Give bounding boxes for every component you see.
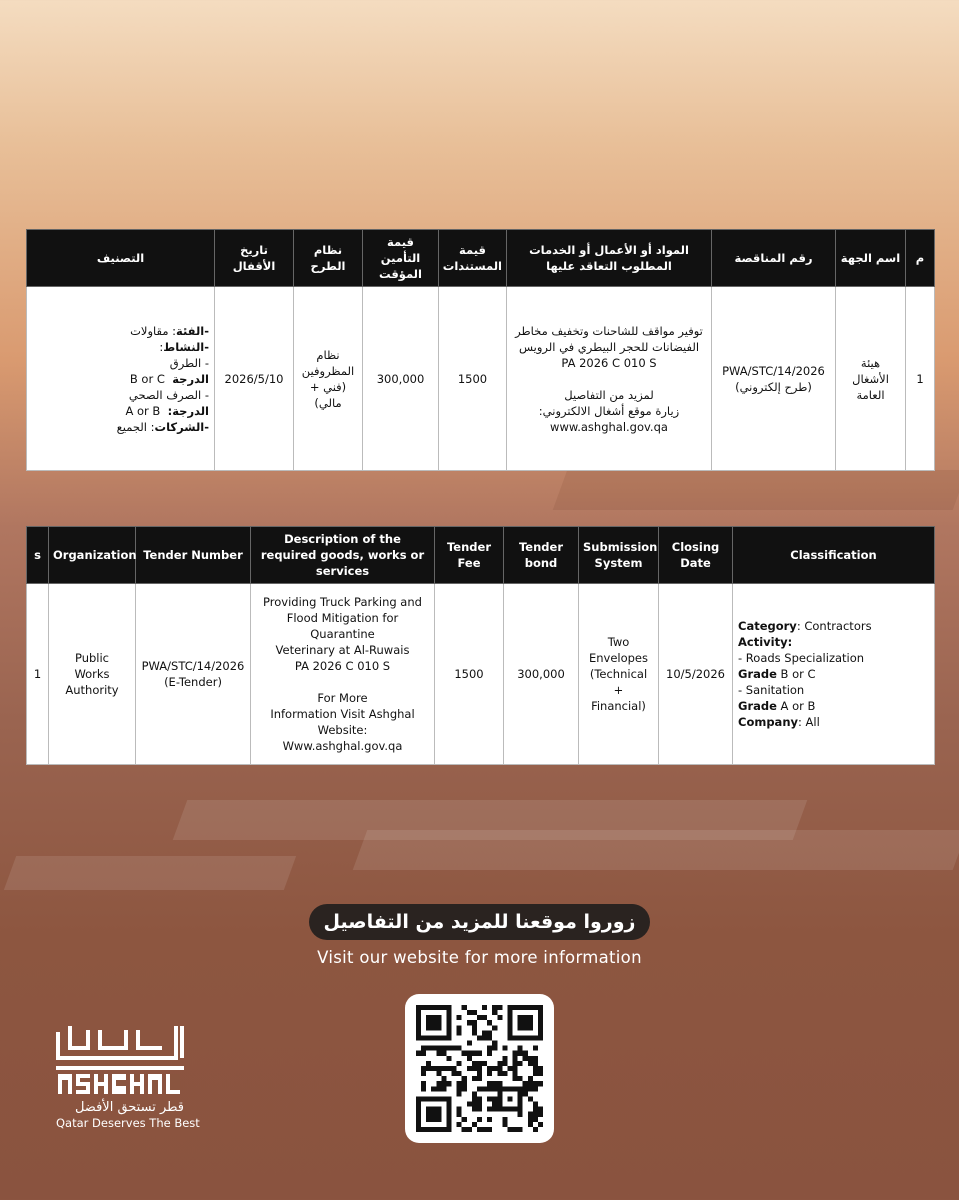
table-row	[27, 584, 935, 765]
cell-system: نظام المظروفين (فني + مالي)	[294, 287, 363, 471]
header-organization: اسم الجهة	[836, 230, 906, 287]
cell-bond: 300,000	[363, 287, 439, 471]
header-organization: Organization	[49, 527, 136, 584]
header-classification: التصنيف	[27, 230, 215, 287]
grade-label: Grade	[738, 667, 777, 681]
activity-value: :	[159, 339, 164, 354]
header-index: s	[27, 527, 49, 584]
table-header-row	[27, 527, 935, 584]
website-cta-english: Visit our website for more information	[317, 948, 642, 967]
cell-description: Providing Truck Parking and Flood Mitigation for Quarantine Veterinary at Al-Ruwais PA 2026 C 010 S For More Information Visit Ashghal Website: Www.ashghal.gov.qa	[251, 584, 435, 765]
ashghal-logo	[56, 1024, 196, 1100]
header-fee: قيمة المستندات	[439, 230, 507, 287]
company-value: : الجميع	[116, 419, 155, 434]
qr-code-icon	[416, 1005, 543, 1132]
header-tender-number: Tender Number	[136, 527, 251, 584]
grade-label: الدرجة:	[167, 403, 209, 418]
grade-value: B or C	[129, 371, 165, 386]
header-bond: قيمة التأمين المؤقت	[363, 230, 439, 287]
header-description: المواد أو الأعمال أو الخدمات المطلوب التعاقد عليها	[507, 230, 712, 287]
table-header-row	[27, 230, 935, 287]
header-closing-date: تاريخ الأقفال	[215, 230, 294, 287]
activity-sanitation: - Sanitation	[738, 683, 805, 697]
table-row	[27, 287, 935, 471]
cell-index: 1	[906, 287, 935, 471]
grade-value: A or B	[776, 699, 816, 713]
grade-label: Grade	[738, 699, 777, 713]
cell-bond: 300,000	[504, 584, 579, 765]
header-description: Description of the required goods, works or services	[251, 527, 435, 584]
ashghal-logo-icon	[56, 1024, 186, 1096]
category-label: -الفئة	[176, 323, 209, 338]
arabic-tender-table	[26, 229, 935, 471]
background-stripe	[4, 856, 296, 890]
logo-tagline-arabic: قطر تستحق الأفضل	[74, 1100, 184, 1115]
website-cta-pill: زوروا موقعنا للمزيد من التفاصيل	[309, 904, 650, 940]
grade-value: B or C	[776, 667, 816, 681]
cell-closing-date: 2026/5/10	[215, 287, 294, 471]
header-system: Submission System	[579, 527, 659, 584]
header-bond: Tender bond	[504, 527, 579, 584]
logo-tagline-english: Qatar Deserves The Best	[56, 1116, 200, 1130]
header-system: نظام الطرح	[294, 230, 363, 287]
grade-label: الدرجة	[172, 371, 209, 386]
activity-sanitation: - الصرف الصحي	[128, 387, 209, 402]
activity-label: -النشاط	[163, 339, 209, 354]
background-stripe	[553, 470, 959, 510]
background-stripe	[353, 830, 959, 870]
cell-closing-date: 10/5/2026	[659, 584, 733, 765]
cell-tender-number: PWA/STC/14/2026 (E-Tender)	[136, 584, 251, 765]
header-index: م	[906, 230, 935, 287]
cell-organization: هيئة الأشغال العامة	[836, 287, 906, 471]
header-fee: Tender Fee	[435, 527, 504, 584]
header-classification: Classification	[733, 527, 935, 584]
cell-index: 1	[27, 584, 49, 765]
activity-label: Activity:	[738, 635, 793, 649]
cell-fee: 1500	[439, 287, 507, 471]
english-tender-table	[26, 526, 935, 765]
header-closing-date: Closing Date	[659, 527, 733, 584]
header-tender-number: رقم المناقصة	[712, 230, 836, 287]
grade-value: A or B	[125, 403, 161, 418]
company-value: : All	[798, 715, 820, 729]
company-label: -الشركات	[154, 419, 209, 434]
cell-classification	[733, 584, 935, 765]
company-label: Company	[738, 715, 798, 729]
activity-roads: - الطرق	[169, 355, 209, 370]
cell-system: Two Envelopes (Technical + Financial)	[579, 584, 659, 765]
cell-tender-number: PWA/STC/14/2026 (طرح إلكتروني)	[712, 287, 836, 471]
cell-classification	[27, 287, 215, 471]
category-label: Category	[738, 619, 797, 633]
activity-roads: - Roads Specialization	[738, 651, 865, 665]
category-value: : Contractors	[796, 619, 872, 633]
cell-organization: Public Works Authority	[49, 584, 136, 765]
qr-code[interactable]	[405, 994, 554, 1143]
cell-fee: 1500	[435, 584, 504, 765]
cell-description: توفير مواقف للشاحنات وتخفيف مخاطر الفيضانات للحجر البيطري في الرويس PA 2026 C 010 S لمزيد من التفاصيل زيارة موقع أشغال الالكتروني: www.ashghal.gov.qa	[507, 287, 712, 471]
category-value: : مقاولات	[130, 323, 177, 338]
